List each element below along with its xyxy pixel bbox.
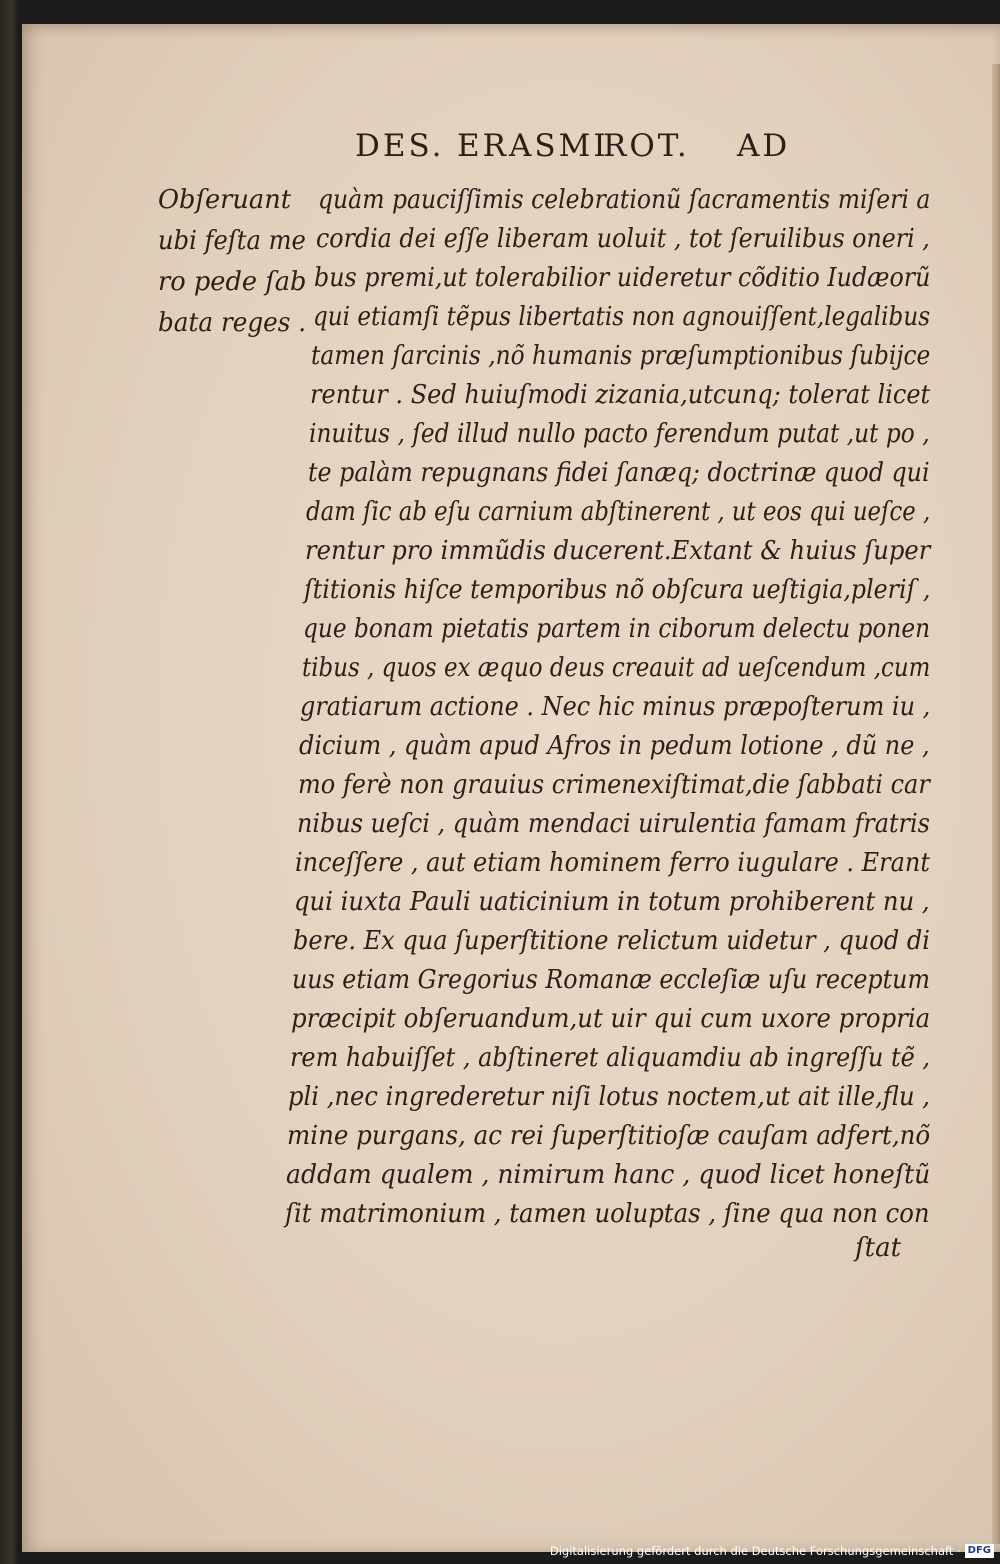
text-line: dam ſic ab eſu carnium abſtinerent , ut eos qui ueſce , [306, 497, 931, 527]
text-line: inuitus , ſed illud nullo pacto ferendum putat ,ut po , [309, 419, 930, 449]
catchword: ſtat [855, 1233, 902, 1263]
text-line: cordia dei eſſe liberam uoluit , tot ſeruilibus oneri , [316, 224, 930, 254]
running-header [355, 128, 795, 174]
text-line: dicium , quàm apud Afros in pedum lotione , dũ ne , [299, 731, 930, 761]
text-line: te palàm repugnans fidei ſanæq; doctrinæ quod qui [308, 458, 930, 488]
dfg-logo: DFG [965, 1544, 994, 1558]
text-line: que bonam pietatis partem in ciborum delectu ponen [303, 614, 931, 644]
digitization-credit [550, 1542, 994, 1560]
text-line: qui iuxta Pauli uaticinium in totum prohiberent nu , [294, 887, 930, 917]
text-line: ſtitionis hiſce temporibus nõ obſcura ueſtigia,pleriſ , [304, 575, 931, 605]
credit-text: Digitalisierung gefördert durch die Deutsche Forschungsgemeinschaft · [549, 1544, 961, 1558]
header-erasmi: ERASMI [457, 128, 609, 164]
text-line: bere. Ex qua ſuperſtitione relictum uidetur , quod di [293, 926, 930, 956]
text-line: nibus ueſci , quàm mendaci uirulentia famam fratris [297, 809, 930, 839]
margin-note-line: ro pede ſab [158, 267, 307, 297]
header-ad: AD [737, 128, 791, 164]
header-des: DES. [355, 128, 445, 164]
margin-note-line: bata reges . [158, 308, 307, 338]
text-line: bus premi,ut tolerabilior uideretur cõditio Iudæorũ [314, 263, 931, 293]
header-rot: ROT. [603, 128, 690, 164]
text-line: quàm pauciſſimis celebrationũ ſacramentis miſeri a [318, 185, 931, 215]
text-line: rentur . Sed huiuſmodi zizania,utcunq; tolerat licet [310, 380, 931, 410]
margin-note-line: Obſeruant [158, 185, 292, 215]
text-line: præcipit obſeruandum,ut uir qui cum uxore propria [291, 1004, 931, 1034]
text-line: tibus , quos ex æquo deus creauit ad ueſcendum ,cum [302, 653, 931, 683]
text-line: inceſſere , aut etiam hominem ferro iugulare . Erant [295, 848, 930, 878]
text-line: uus etiam Gregorius Romanæ eccleſiæ uſu receptum [292, 965, 930, 995]
text-line: qui etiamſi tẽpus libertatis non agnouiſſent,legalibus [313, 302, 931, 332]
text-line: tamen ſarcinis ,nõ humanis præſumptionibus ſubijce [311, 341, 931, 371]
page-edge [992, 64, 1000, 1544]
text-line: ſit matrimonium , tamen uoluptas , ſine qua non con [285, 1199, 930, 1229]
text-line: pli ,nec ingrederetur niſi lotus noctem,ut ait ille,flu , [288, 1082, 930, 1112]
text-line: mine purgans, ac rei ſuperſtitioſæ cauſam adfert,nõ [287, 1121, 931, 1151]
margin-note-line: ubi feſta me [158, 226, 306, 256]
text-line: mo ferè non grauius crimenexiſtimat,die ſabbati car [298, 770, 930, 800]
margin-note [158, 180, 308, 344]
text-line: addam qualem , nimirum hanc , quod licet honeſtũ [286, 1160, 931, 1190]
text-line: gratiarum actione . Nec hic minus præpoſterum iu , [300, 692, 931, 722]
text-line: rem habuiſſet , abſtineret aliquamdiu ab ingreſſu tẽ , [290, 1043, 930, 1073]
text-line: rentur pro immũdis ducerent.Extant & huius ſuper [305, 536, 931, 566]
